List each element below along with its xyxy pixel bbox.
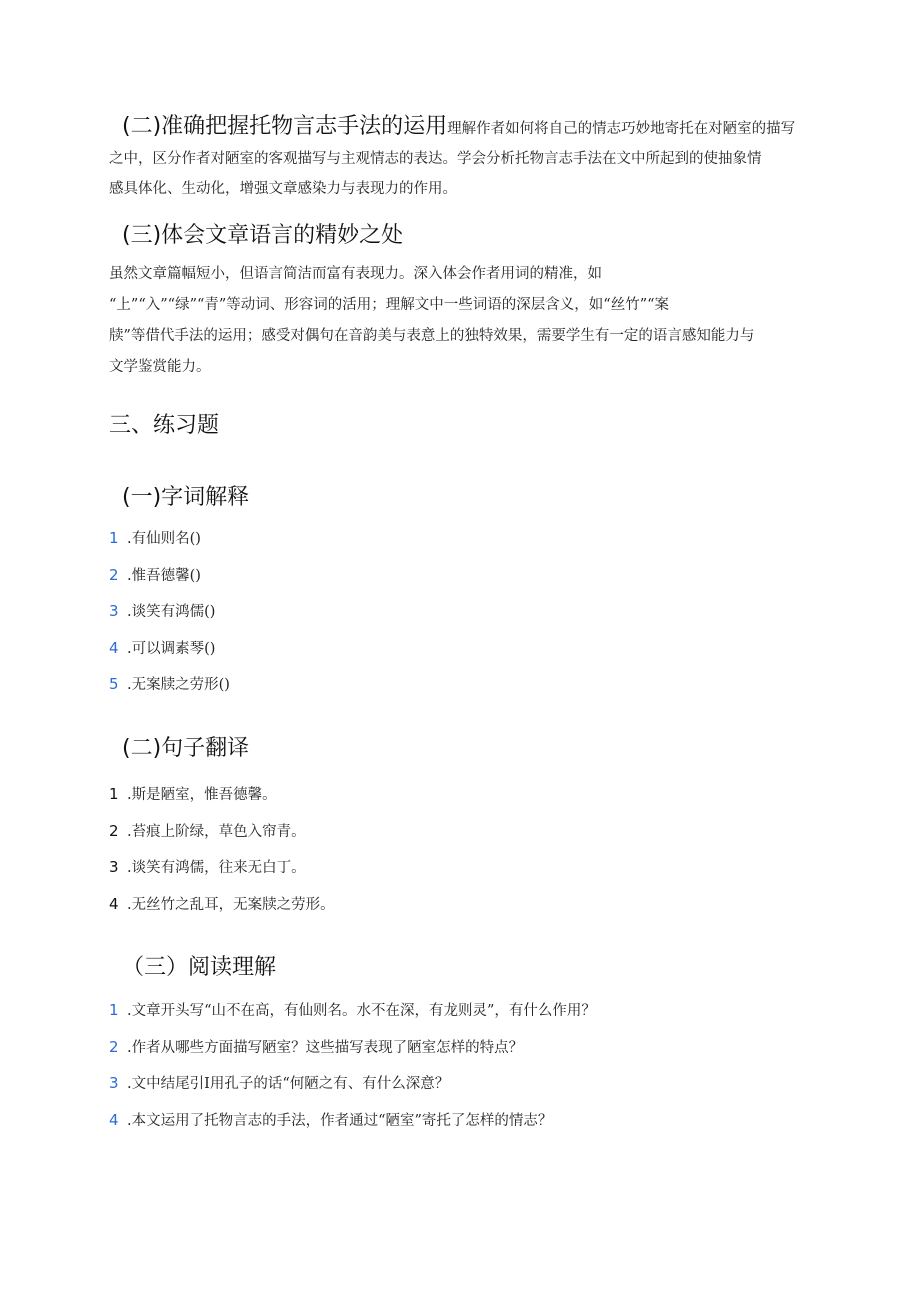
list-item [109, 893, 335, 930]
item-text: .本文运用了托物言志的手法，作者通过“陋室”寄托了怎样的情志？ [127, 1112, 553, 1129]
item-number: 1 [109, 1001, 119, 1019]
item-number: 3 [109, 1074, 119, 1092]
item-number: 4 [109, 638, 119, 657]
section-two-heading: (二)准确把握托物言志手法的运用 [122, 114, 448, 139]
list-item [109, 600, 230, 637]
part-three-title: 三、练习题 [109, 413, 220, 438]
item-text: .文中结尾引I用孔子的话“何陋之有、有什么深意？ [127, 1076, 450, 1092]
item-text: .文章开头写“山不在高，有仙则名。水不在深，有龙则灵”，有什么作用？ [127, 1003, 596, 1019]
list-item [109, 820, 335, 857]
section-two-line-2: 之中，区分作者对陋室的客观描写与主观情志的表达。学会分析托物言志手法在文中所起到的使抽象情 [109, 151, 762, 167]
item-text: .斯是陋室，惟吾德馨。 [127, 787, 277, 803]
list-item [109, 637, 230, 674]
item-text: .有仙则名() [127, 531, 201, 547]
item-text: .谈笑有鸿儒() [127, 604, 216, 620]
item-number: 1 [109, 785, 119, 803]
list-item [109, 1036, 596, 1073]
section-three-line-1: 虽然文章篇幅短小，但语言简洁而富有表现力。深入体会作者用词的精准，如 [109, 266, 602, 282]
item-number: 1 [109, 529, 119, 547]
list-item [109, 673, 230, 710]
item-number: 2 [109, 821, 119, 840]
list-item [109, 527, 230, 564]
item-text: .可以调素琴() [127, 640, 216, 657]
reading-heading: （三）阅读理解 [122, 955, 277, 980]
item-number: 2 [109, 565, 119, 584]
reading-list [109, 999, 596, 1145]
item-text: .作者从哪些方面描写陋室？这些描写表现了陋室怎样的特点？ [127, 1039, 524, 1056]
item-text: .无案牍之劳形() [127, 677, 230, 693]
item-text: .苔痕上阶绿，草色入帘青。 [127, 823, 306, 840]
item-number: 4 [109, 1110, 119, 1129]
item-text: .无丝竹之乱耳，无案牍之劳形。 [127, 896, 335, 913]
section-three-line-3: 牍”等借代手法的运用；感受对偶句在音韵美与表意上的独特效果，需要学生有一定的语言感知能力与 [109, 328, 755, 344]
item-text: .惟吾德馨() [127, 567, 201, 584]
section-two-line-3: 感具体化、生动化，增强文章感染力与表现力的作用。 [109, 181, 457, 197]
list-item [109, 1109, 596, 1146]
item-number: 3 [109, 858, 119, 876]
list-item [109, 999, 596, 1036]
section-two-paragraph [109, 112, 815, 204]
item-number: 2 [109, 1037, 119, 1056]
item-number: 3 [109, 602, 119, 620]
list-item [109, 856, 335, 893]
list-item [109, 1072, 596, 1109]
item-number: 5 [109, 675, 119, 693]
list-item [109, 783, 335, 820]
item-text: .谈笑有鸿儒，往来无白丁。 [127, 860, 306, 876]
list-item [109, 564, 230, 601]
item-number: 4 [109, 894, 119, 913]
section-three-line-4: 文学鉴赏能力。 [109, 359, 211, 375]
section-two-line-1-text: 理解作者如何将自己的情志巧妙地寄托在对陋室的描写 [447, 121, 796, 137]
section-two-line-1 [109, 112, 815, 144]
vocabulary-list [109, 527, 230, 710]
section-three-line-2: “上”“入”“绿”“青”等动词、形容词的活用；理解文中一些词语的深层含义，如“丝竹”“案 [109, 297, 670, 313]
translation-heading: (二)句子翻译 [122, 736, 250, 761]
section-three-paragraph [109, 259, 815, 383]
translation-list [109, 783, 335, 929]
vocabulary-heading: (一)字词解释 [122, 485, 250, 510]
section-three-heading: (三)体会文章语言的精妙之处 [122, 223, 404, 248]
